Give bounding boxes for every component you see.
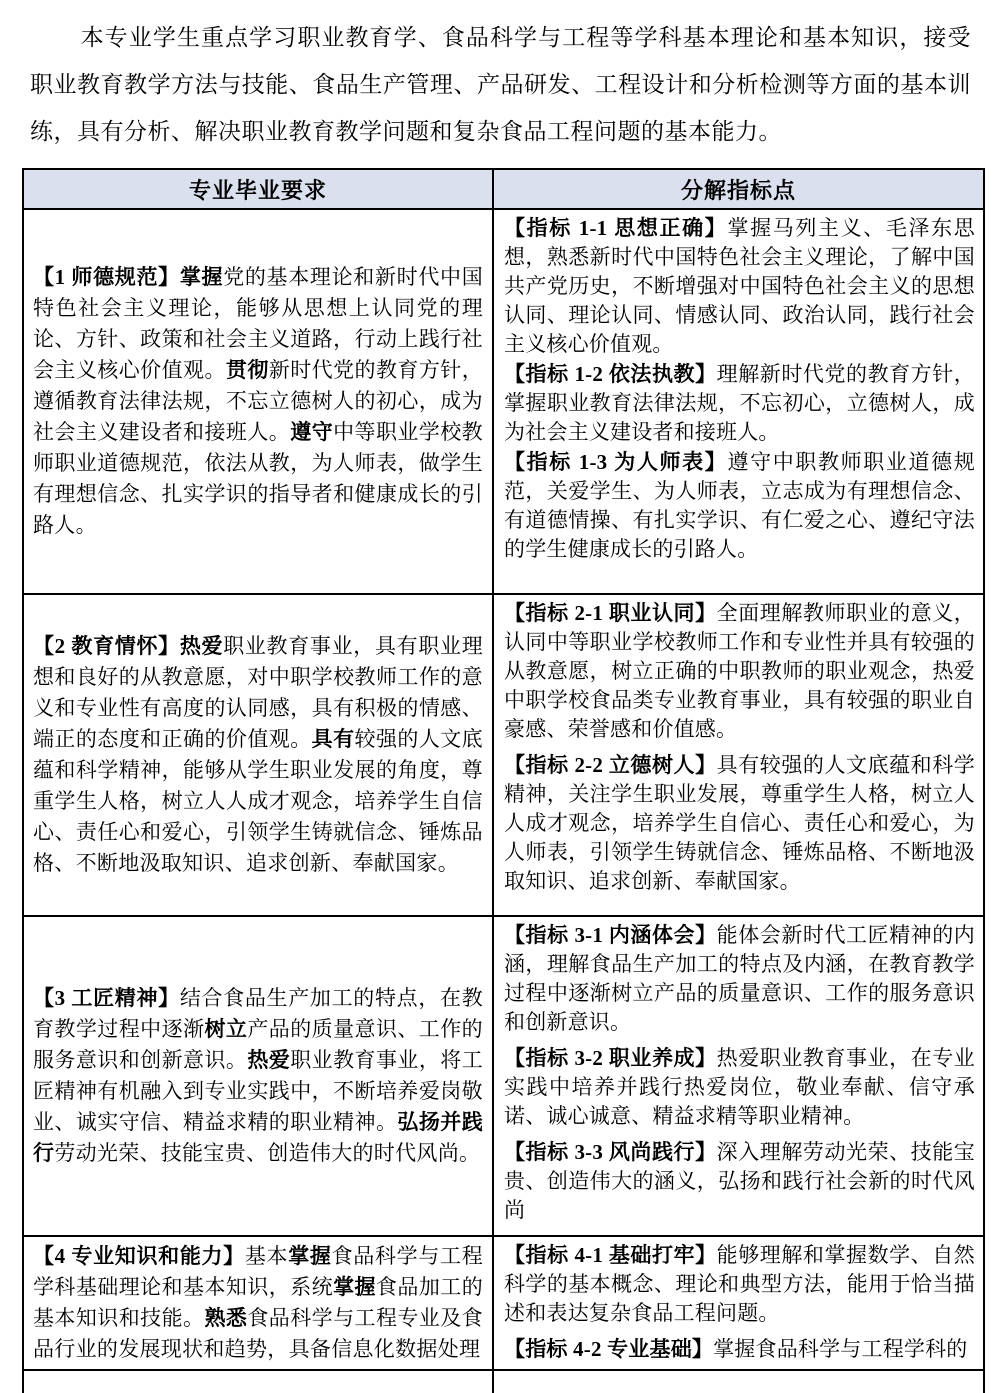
indicator-paragraph: 【指标 3-1 内涵体会】能体会新时代工匠精神的内涵，理解食品生产加工的特点及内涵，在教育教学过程中逐渐树立产品的质量意识、工作的服务意识和创新意识。 bbox=[504, 923, 975, 1034]
header-requirements: 专业毕业要求 bbox=[23, 169, 493, 209]
indicator-paragraph: 【指标 2-2 立德树人】具有较强的人文底蕴和科学精神，关注学生职业发展，尊重学生人格，树立人人成才观念，培养学生自信心、责任心和爱心，为人师表，引领学生铸就信念、锤炼品格、不断地汲取知识、追求创新、奉献国家。 bbox=[504, 753, 975, 893]
table-row bbox=[23, 1236, 984, 1370]
indicators-cell-1 bbox=[493, 209, 984, 594]
table-row bbox=[23, 594, 984, 916]
table-header-row bbox=[23, 169, 984, 209]
indicator-paragraph: 【指标 3-2 职业养成】热爱职业教育事业，在专业实践中培养并践行热爱岗位，敬业奉献、信守承诺、诚心诚意、精益求精等职业精神。 bbox=[504, 1046, 975, 1128]
intro-paragraph: 本专业学生重点学习职业教育学、食品科学与工程等学科基本理论和基本知识，接受职业教育教学方法与技能、食品生产管理、产品研发、工程设计和分析检测等方面的基本训练，具有分析、解决职业教育教学问题和复杂食品工程问题的基本能力。 bbox=[30, 25, 971, 144]
indicator-paragraph: 【指标 4-1 基础打牢】能够理解和掌握数学、自然科学的基本概念、理论和典型方法，能用于恰当描述和表达复杂食品工程问题。 bbox=[504, 1243, 975, 1325]
requirement-cell-1: 【1 师德规范】掌握党的基本理论和新时代中国特色社会主义理论，能够从思想上认同党的理论、方针、政策和社会主义道路，行动上践行社会主义核心价值观。贯彻新时代党的教育方针，遵循教育法律法规，不忘立德树人的初心，成为社会主义建设者和接班人。遵守中等职业学校教师职业道德规范，依法从教，为人师表，做学生有理想信念、扎实学识的指导者和健康成长的引路人。 bbox=[23, 209, 493, 594]
requirement-cell-4: 【4 专业知识和能力】基本掌握食品科学与工程学科基础理论和基本知识，系统掌握食品加工的基本知识和技能。熟悉食品科学与工程专业及食品行业的发展现状和趋势，具备信息化数据处理 bbox=[23, 1236, 493, 1370]
table-row bbox=[23, 916, 984, 1236]
indicator-paragraph: 【指标 3-3 风尚践行】深入理解劳动光荣、技能宝贵、创造伟大的涵义，弘扬和践行社会新的时代风尚 bbox=[504, 1140, 975, 1222]
indicator-paragraph: 【指标 1-3 为人师表】遵守中职教师职业道德规范，关爱学生、为人师表，立志成为有理想信念、有道德情操、有扎实学识、有仁爱之心、遵纪守法的学生健康成长的引路人。 bbox=[504, 450, 976, 561]
header-indicators: 分解指标点 bbox=[493, 169, 984, 209]
requirement-cell-5-empty bbox=[23, 1370, 493, 1393]
indicator-paragraph: 【指标 2-1 职业认同】全面理解教师职业的意义，认同中等职业学校教师工作和专业性并具有较强的从教意愿，树立正确的中职教师的职业观念，热爱中职学校食品类专业教育事业，具有较强的职业自豪感、荣誉感和价值感。 bbox=[504, 601, 975, 741]
table-row-cut bbox=[23, 1370, 984, 1393]
indicators-cell-2 bbox=[493, 594, 984, 916]
requirements-table bbox=[22, 168, 985, 1393]
requirement-cell-3: 【3 工匠精神】结合食品生产加工的特点，在教育教学过程中逐渐树立产品的质量意识、工作的服务意识和创新意识。热爱职业教育事业，将工匠精神有机融入到专业实践中，不断培养爱岗敬业、诚实守信、精益求精的职业精神。弘扬并践行劳动光荣、技能宝贵、创造伟大的时代风尚。 bbox=[23, 916, 493, 1236]
indicator-paragraph: 【指标 1-2 依法执教】理解新时代党的教育方针，掌握职业教育法律法规，不忘初心，立德树人，成为社会主义建设者和接班人。 bbox=[504, 362, 975, 444]
indicators-cell-5-empty bbox=[493, 1370, 984, 1393]
indicator-paragraph: 【指标 1-1 思想正确】掌握马列主义、毛泽东思想，熟悉新时代中国特色社会主义理论，了解中国共产党历史，不断增强对中国特色社会主义的思想认同、理论认同、情感认同、政治认同，践行社会主义核心价值观。 bbox=[504, 216, 976, 356]
table-row bbox=[23, 209, 984, 594]
requirement-cell-2: 【2 教育情怀】热爱职业教育事业，具有职业理想和良好的从教意愿，对中职学校教师工作的意义和专业性有高度的认同感，具有积极的情感、端正的态度和正确的价值观。具有较强的人文底蕴和科学精神，能够从学生职业发展的角度，尊重学生人格，树立人人成才观念，培养学生自信心、责任心和爱心，引领学生铸就信念、锤炼品格、不断地汲取知识、追求创新、奉献国家。 bbox=[23, 594, 493, 916]
indicators-cell-4 bbox=[493, 1236, 984, 1370]
indicator-paragraph: 【指标 4-2 专业基础】掌握食品科学与工程学科的 bbox=[504, 1337, 968, 1361]
indicators-cell-3 bbox=[493, 916, 984, 1236]
